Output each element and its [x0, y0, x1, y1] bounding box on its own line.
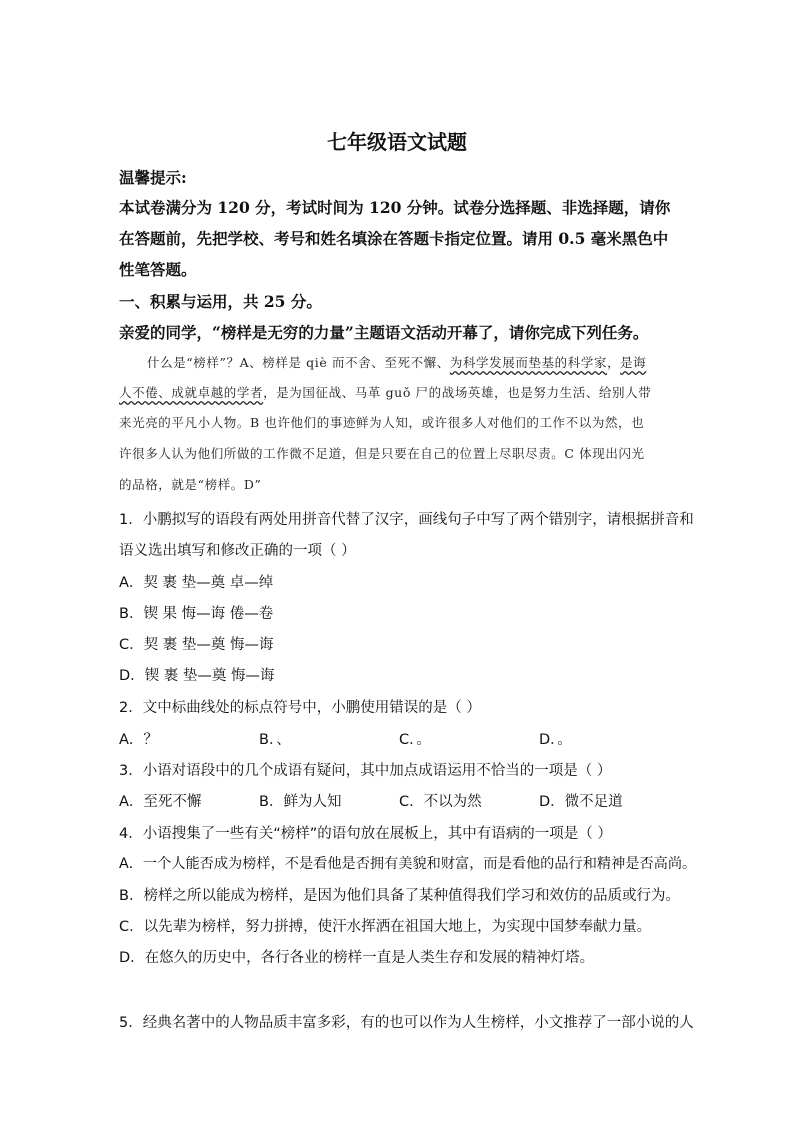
question-3-option-c: C．不以为然 — [399, 794, 482, 810]
question-2-option-b: B．、 — [259, 732, 291, 748]
question-1-option-d: D．锲 裹 垫—奠 悔—诲 — [119, 668, 275, 684]
question-1-option-a: A．契 裹 垫—奠 卓—绰 — [119, 575, 274, 591]
passage-line — [119, 383, 679, 401]
question-3-option-a: A．至死不懈 — [119, 794, 202, 810]
question-2-stem: 2．文中标曲线处的标点符号中，小鹏使用错误的是（ ） — [119, 700, 481, 716]
passage-line: 的品格，就是“榜样。D” — [119, 477, 262, 492]
question-2-option-d: D．。 — [539, 732, 572, 748]
page-title: 七年级语文试题 — [327, 130, 467, 154]
question-4-option-d: D．在悠久的历史中，各行各业的榜样一直是人类生存和发展的精神灯塔。 — [119, 950, 595, 966]
passage-text: ，是为国征战、马革 guǒ 尸的战场英雄，也是努力生活、给别人带 — [263, 385, 652, 400]
question-4-option-a: A．一个人能否成为榜样，不是看他是否拥有美貌和财富，而是看他的品行和精神是否高尚。 — [119, 856, 697, 872]
passage-line: 许很多人认为他们所做的工作微不足道，但是只要在自己的位置上尽职尽责。C 体现出闪光 — [119, 446, 645, 461]
wavy-underlined-text: 为科学发展而垫基的科学家 — [449, 355, 608, 370]
tips-heading: 温馨提示: — [119, 168, 187, 187]
passage-text: 什么是“榜样”？A、榜样是 qiè 而不舍、至死不懈、 — [147, 355, 450, 370]
question-3-option-d: D．微不足道 — [539, 794, 623, 810]
question-3-option-b: B．鲜为人知 — [259, 794, 342, 810]
passage-line: 来光亮的平凡小人物。B 也许他们的事迹鲜为人知，或许很多人对他们的工作不以为然，也 — [119, 415, 645, 430]
passage-text: ， — [607, 355, 621, 370]
wavy-underlined-text: 人不倦、成就卓越的学者 — [119, 385, 264, 400]
question-1-stem: 1．小鹏拟写的语段有两处用拼音代替了汉字，画线句子中写了两个错别字，请根据拼音和 — [119, 512, 694, 528]
question-1-option-b: B．锲 果 悔—诲 倦—卷 — [119, 606, 274, 622]
question-5-stem: 5．经典名著中的人物品质丰富多彩，有的也可以作为人生榜样，小文推荐了一部小说的人 — [119, 1015, 694, 1031]
question-4-option-b: B．榜样之所以能成为榜样，是因为他们具备了某种值得我们学习和效仿的品质或行为。 — [119, 888, 680, 904]
question-1-stem: 语义选出填写和修改正确的一项（ ） — [119, 543, 356, 559]
passage-line — [119, 353, 707, 371]
section-heading: 一、积累与运用，共 25 分。 — [119, 292, 322, 311]
question-2-option-a: A．？ — [119, 732, 158, 748]
question-1-option-c: C．契 裹 垫—奠 悔—诲 — [119, 637, 274, 653]
question-3-options — [119, 790, 679, 811]
question-2-option-c: C．。 — [399, 732, 431, 748]
activity-intro: 亲爱的同学，“榜样是无穷的力量”主题语文活动开幕了，请你完成下列任务。 — [119, 323, 649, 342]
question-2-options — [119, 728, 679, 749]
tips-line: 在答题前，先把学校、考号和姓名填涂在答题卡指定位置。请用 0.5 毫米黑色中 — [119, 229, 669, 248]
question-4-stem: 4．小语搜集了一些有关“榜样”的语句放在展板上，其中有语病的一项是（ ） — [119, 826, 612, 842]
question-4-option-c: C．以先辈为榜样，努力拼搏，使汗水挥洒在祖国大地上，为实现中国梦奉献力量。 — [119, 919, 652, 935]
question-3-stem: 3．小语对语段中的几个成语有疑问，其中加点成语运用不恰当的一项是（ ） — [119, 763, 612, 779]
tips-line: 本试卷满分为 120 分，考试时间为 120 分钟。试卷分选择题、非选择题，请你 — [119, 198, 671, 217]
tips-line: 性笔答题。 — [119, 260, 197, 279]
wavy-underlined-text: 是诲 — [620, 355, 647, 370]
